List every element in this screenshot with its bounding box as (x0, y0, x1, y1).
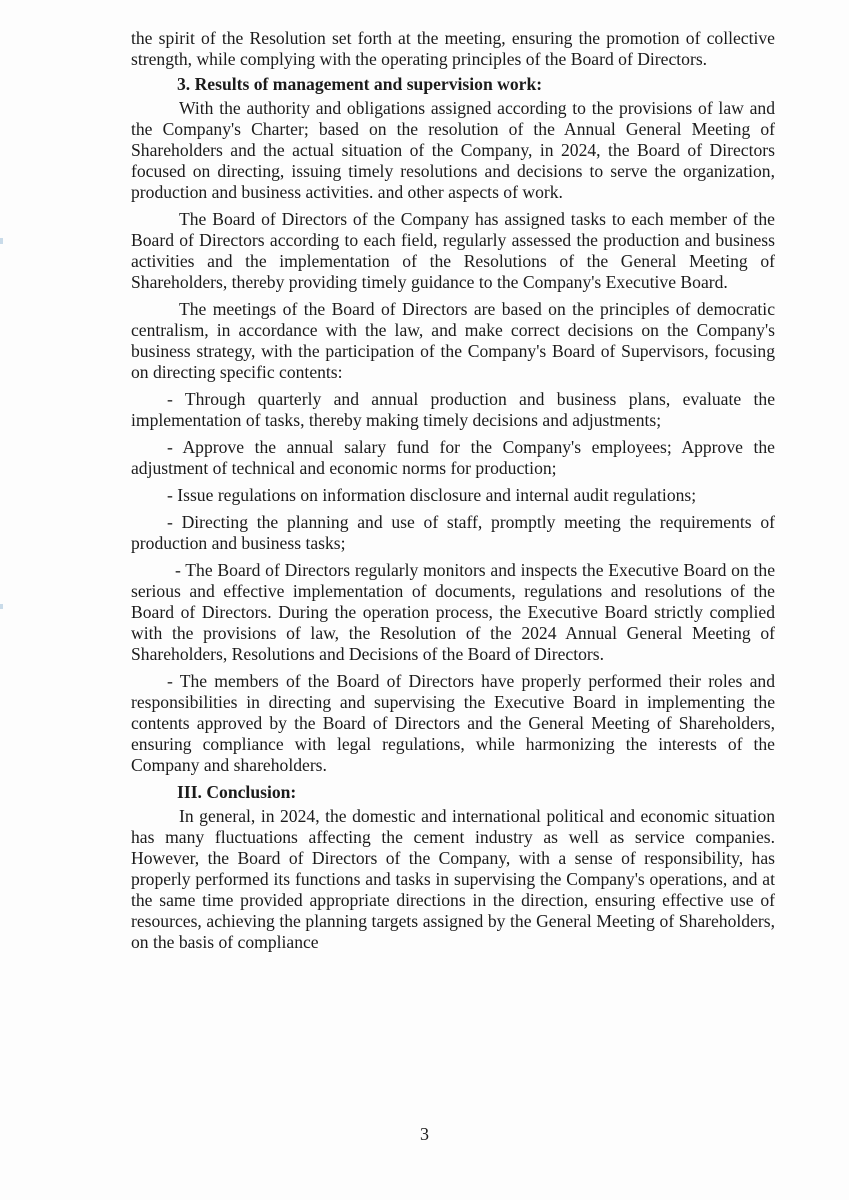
bullet-staff-planning: - Directing the planning and use of staff, promptly meeting the requirements of production and business tasks; (131, 512, 775, 553)
scan-artifact (0, 604, 3, 609)
bullet-members-roles: - The members of the Board of Directors have properly performed their roles and responsibilities in directing and supervising the Executive Board in implementing the contents approved by the Board of Directors and the General Meeting of Shareholders, ensuring compliance with legal regulations, while harmonizing the interests of the Company and shareholders. (131, 671, 775, 775)
bullet-monitoring: - The Board of Directors regularly monitors and inspects the Executive Board on the serious and effective implementation of documents, regulations and resolutions of the Board of Directors. During the operation process, the Executive Board strictly complied with the provisions of law, the Resolution of the 2024 Annual General Meeting of Shareholders, Resolutions and Decisions of the Board of Directors. (131, 560, 775, 664)
scan-artifact (0, 238, 3, 244)
paragraph-tasks-assigned: The Board of Directors of the Company has assigned tasks to each member of the Board of Directors according to each field, regularly assessed the production and business activities and the implementation of the Resolutions of the General Meeting of Shareholders, thereby providing timely guidance to the Company's Executive Board. (131, 209, 775, 292)
paragraph-meetings: The meetings of the Board of Directors are based on the principles of democratic centralism, in accordance with the law, and make correct decisions on the Company's business strategy, with the participation of the Company's Board of Supervisors, focusing on directing specific contents: (131, 299, 775, 382)
bullet-salary-fund: - Approve the annual salary fund for the Company's employees; Approve the adjustment of technical and economic norms for production; (131, 437, 775, 478)
section-heading-conclusion: III. Conclusion: (177, 782, 297, 802)
page-number: 3 (420, 1124, 429, 1144)
bullet-plans: - Through quarterly and annual production and business plans, evaluate the implementation of tasks, thereby making timely decisions and adjustments; (131, 389, 775, 430)
paragraph-authority: With the authority and obligations assigned according to the provisions of law and the Company's Charter; based on the resolution of the Annual General Meeting of Shareholders and the actual situation of the Company, in 2024, the Board of Directors focused on directing, issuing timely resolutions and decisions to serve the organization, production and business activities. and other aspects of work. (131, 98, 775, 202)
bullet-regulations: - Issue regulations on information disclosure and internal audit regulations; (167, 485, 697, 505)
document-body (131, 28, 775, 959)
paragraph-continuation: the spirit of the Resolution set forth at the meeting, ensuring the promotion of collective strength, while complying with the operating principles of the Board of Directors. (131, 28, 775, 69)
section-heading-results: 3. Results of management and supervision work: (177, 74, 543, 94)
paragraph-conclusion: In general, in 2024, the domestic and international political and economic situation has many fluctuations affecting the cement industry as well as service companies. However, the Board of Directors of the Company, with a sense of responsibility, has properly performed its functions and tasks in supervising the Company's operations, and at the same time provided appropriate directions in the direction, ensuring effective use of resources, achieving the planning targets assigned by the General Meeting of Shareholders, on the basis of compliance (131, 806, 775, 952)
